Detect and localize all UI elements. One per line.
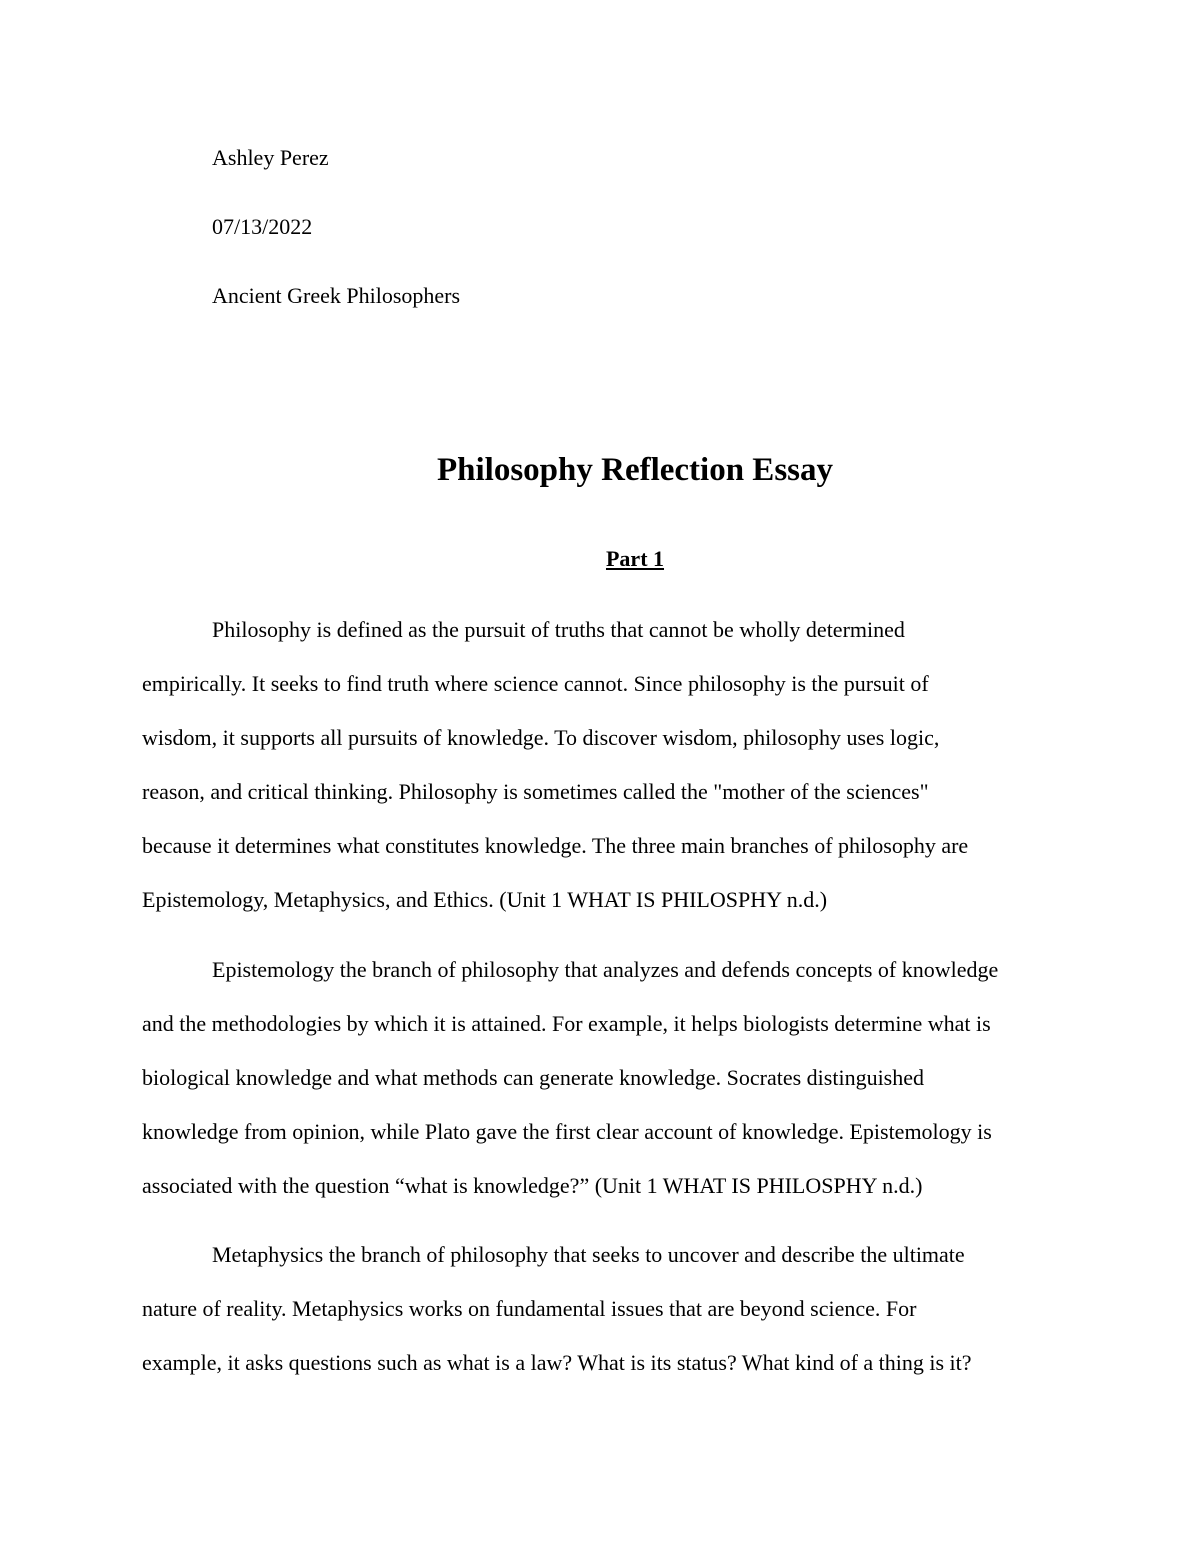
paragraph-3-line-2: nature of reality. Metaphysics works on fundamental issues that are beyond science. For	[142, 1296, 917, 1321]
part-heading: Part 1	[605, 546, 665, 571]
paragraph-1-line-4: reason, and critical thinking. Philosophy is sometimes called the "mother of the sciences"	[142, 779, 929, 804]
course-title: Ancient Greek Philosophers	[212, 283, 461, 308]
date: 07/13/2022	[212, 214, 313, 239]
paragraph-2-line-2: and the methodologies by which it is attained. For example, it helps biologists determine what is	[142, 1011, 991, 1036]
paragraph-1-line-1: Philosophy is defined as the pursuit of truths that cannot be wholly determined	[212, 617, 905, 642]
paragraph-2-line-5: associated with the question “what is knowledge?” (Unit 1 WHAT IS PHILOSPHY n.d.)	[142, 1173, 923, 1198]
paragraph-1-line-6: Epistemology, Metaphysics, and Ethics. (Unit 1 WHAT IS PHILOSPHY n.d.)	[142, 887, 828, 912]
paragraph-3-line-1: Metaphysics the branch of philosophy that seeks to uncover and describe the ultimate	[212, 1242, 965, 1267]
paragraph-2-line-3: biological knowledge and what methods can generate knowledge. Socrates distinguished	[142, 1065, 925, 1090]
paragraph-2-line-4: knowledge from opinion, while Plato gave the first clear account of knowledge. Epistemology is	[142, 1119, 992, 1144]
author-name: Ashley Perez	[212, 145, 329, 170]
paragraph-3-line-3: example, it asks questions such as what is a law? What is its status? What kind of a thing is it?	[142, 1350, 972, 1375]
essay-title: Philosophy Reflection Essay	[436, 452, 834, 488]
paragraph-1-line-2: empirically. It seeks to find truth where science cannot. Since philosophy is the pursuit of	[142, 671, 929, 696]
paragraph-1-line-5: because it determines what constitutes knowledge. The three main branches of philosophy are	[142, 833, 969, 858]
paragraph-2-line-1: Epistemology the branch of philosophy that analyzes and defends concepts of knowledge	[212, 957, 999, 982]
paragraph-1-line-3: wisdom, it supports all pursuits of knowledge. To discover wisdom, philosophy uses logic,	[142, 725, 940, 750]
